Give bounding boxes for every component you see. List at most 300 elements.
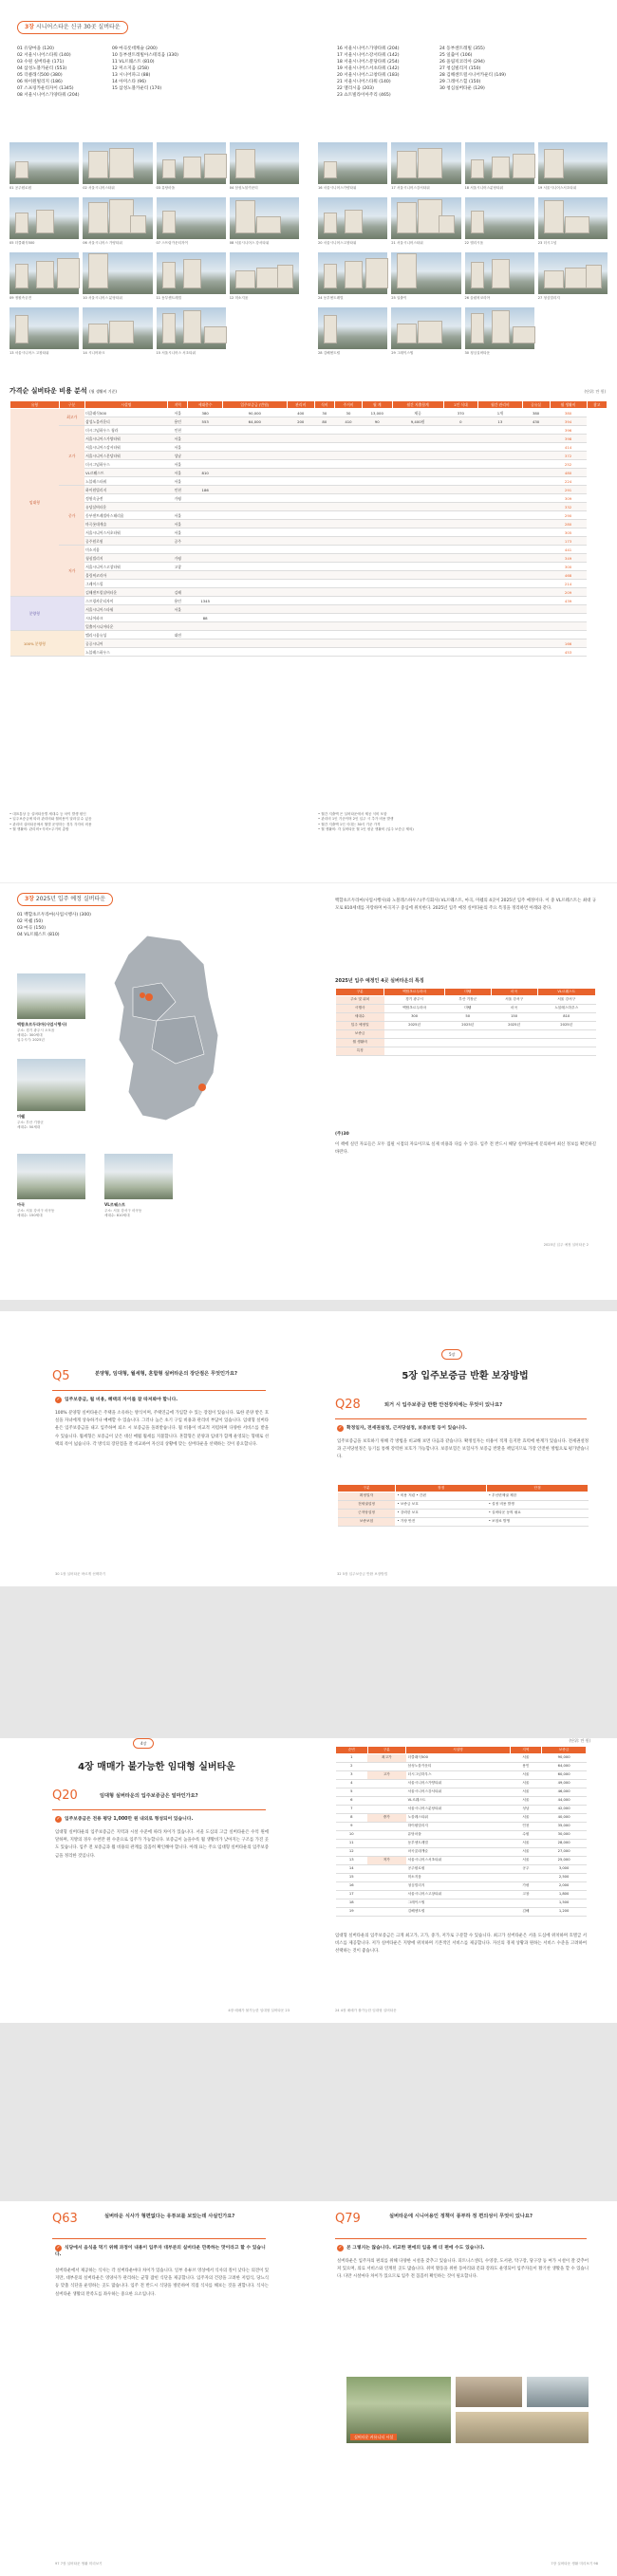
table-cell: 서울시니어스고창타워 [406,1890,511,1899]
notes-right [318,812,603,833]
table-cell: 서울 [510,1779,542,1788]
photo-grid-left [9,142,299,356]
table-cell: • 강력한 보호 [395,1509,486,1517]
table-cell-total [392,486,443,494]
table-cell-meal [443,588,477,597]
table-cell: • 보험료 발생 [487,1517,589,1526]
table-row [10,469,608,477]
table-cell-life [550,622,587,631]
photo-community-3 [527,2377,589,2407]
table-row [10,554,608,563]
building-shape [235,200,255,233]
table-cell-fee [287,511,314,520]
table-cell: 보증금 [336,1029,384,1038]
table-cell-res [335,631,363,639]
table-cell-mg [478,563,523,571]
table-cell-region: 용인 [168,417,188,426]
table-cell-share [522,622,550,631]
table-cell-units [188,426,222,435]
table-cell-name: 더시그넘하우스 [84,460,167,469]
table-row [336,1847,587,1856]
table-cell-res [335,460,363,469]
table-cell: 더클래식500 [406,1753,511,1762]
table-cell: 서울 [510,1847,542,1856]
table-cell-units: 810 [188,469,222,477]
table-cell: 근저당설정 [338,1509,396,1517]
table-cell-name: 서울시니어스고창타워 [84,563,167,571]
table-cell-name: VL르웨스트 [84,469,167,477]
facility-photo [391,307,460,356]
table-cell: 14 [336,1864,368,1873]
building-shape [492,259,510,288]
table-cell: • 가장 안전 [395,1517,486,1526]
table-cell-mg [478,435,523,443]
table-cell [444,1047,491,1055]
building-shape [365,258,388,288]
table-cell: VL르웨스트 [406,1796,511,1805]
subgroup-cell: 중가 [59,486,84,546]
table-cell-sum [362,452,392,460]
building-shape [345,261,363,288]
list-item: 18 서울시니어스분당타워 (254) [337,60,400,65]
table-cell-mg [478,469,523,477]
table-cell: 서울 [510,1856,542,1864]
table-cell-life [550,614,587,622]
list-item: • 대표통상 등 실버타운별 세대수 등 차이 발생 원인 [9,812,86,816]
table-cell: 수원 [510,1830,542,1839]
table-cell-region: 서울 [168,528,188,537]
table-cell-meal [443,605,477,614]
table-cell: • 설정 비용 발생 [487,1500,589,1509]
table-cell-name: 유당실버타운 [84,503,167,511]
table-cell [367,1796,406,1805]
table-cell-region: 김해 [168,588,188,597]
question-q79: Q79 [335,2211,587,2239]
table-cell: 서울시니어스강서타워 [406,1788,511,1796]
table-cell-meal [443,631,477,639]
footer-right: 2025년 입주 예정 실버타운 2 [543,1243,589,1248]
building-shape [397,324,417,343]
table-cell-life [550,605,587,614]
photo-upcoming-2 [17,1059,85,1111]
table-cell [367,1881,406,1890]
table-cell-deposit [222,563,287,571]
facility-photo [464,307,534,356]
table-cell-share [522,546,550,554]
facility-photo [9,142,79,191]
table-cell-region: 서울 [168,460,188,469]
photo-caption: 15 서울시니어스 서초타워 [156,351,196,356]
table-cell [367,1779,406,1788]
table-header-cell: 장점 [395,1485,486,1492]
table-cell: 노블레스하우스 [537,1004,596,1012]
table-cell-region: 서울 [168,443,188,452]
table-cell-units [188,554,222,563]
table-cell: 서울 [510,1753,542,1762]
table-cell-res [335,614,363,622]
list-item: 27 청심빌리지 (150) [439,66,481,71]
table-cell: 서울 강서구 [491,995,537,1004]
footer-left: 30 1장 실버타운 바르게 선택하기 [55,1572,106,1577]
building-shape [418,148,442,178]
table-cell: 2025년 [444,1021,491,1029]
table-cell-region [168,639,188,648]
table-cell-sum [362,443,392,452]
table-row [336,1813,587,1822]
table-cell-life: 214 [550,580,587,588]
table-cell-life: 332 [550,503,587,511]
table-header-cell: 순번 [336,1747,368,1754]
table-row [336,1864,587,1873]
photo-caption: 04 삼성노블카운티 [229,186,258,191]
table-cell-meal [443,614,477,622]
table-cell-name: 서울시니어스타워 [84,605,167,614]
facility-photo [537,142,608,191]
footer-left-5: 97 7장 실버타운 생활 미리보기 [55,2562,103,2567]
spread-1 [0,0,617,1006]
building-shape [345,210,363,233]
table-cell-meal [443,546,477,554]
building-shape [204,326,227,343]
table-cell: 8 [336,1813,368,1822]
table-cell-mg [478,452,523,460]
table-cell: 보증보험 [338,1517,396,1526]
table-cell-fee [287,435,314,443]
table-cell-life: 290 [550,511,587,520]
question-q63-text: 실버타운 식사가 형편없다는 유튜브를 보았는데 사실인가요? [104,2214,235,2219]
table-cell-total [392,622,443,631]
table-cell-food [314,494,334,503]
table-cell-mg [478,443,523,452]
building-shape [492,157,510,178]
table-cell-deposit [222,614,287,622]
table-cell: 백합초르두라마 [384,1004,445,1012]
list-item: 10 동부센트레빌아스테리움 (330) [112,53,178,58]
table-cell-meal [443,520,477,528]
table-cell: 3,000 [542,1864,587,1873]
table-cell-res [335,528,363,537]
building-shape [471,313,484,343]
table-cell-res [335,537,363,546]
footer-right-3: 32 5장 입주보증금 반환 보장방법 [337,1572,388,1577]
building-shape [36,261,54,288]
building-shape [162,211,176,233]
photo-upcoming-2-info [17,1121,44,1130]
table-cell-name: 서울시니어스서초타워 [84,528,167,537]
table-cell: 월 생활비 [336,1038,384,1047]
table-header-cell: 단점 [487,1485,589,1492]
table-cell-region: 가평 [168,494,188,503]
table-cell-mg [478,622,523,631]
table-cell: 2,000 [542,1881,587,1890]
table-cell-units [188,511,222,520]
photo-upcoming-4-info [104,1209,141,1218]
table-cell-fee: 400 [287,409,314,417]
table-cell-share [522,452,550,460]
table-cell-region [168,571,188,580]
table-cell-life: 468 [550,571,587,580]
table-cell-mg [478,426,523,435]
table-cell-name: 서울시니어스분당타워 [84,452,167,460]
list-item: 01 유당마을 (120) [17,46,54,51]
table-cell: 용인 [510,1762,542,1770]
table-cell [384,1038,445,1047]
table-cell-res [335,546,363,554]
table-cell-name: 하이원빌리지 [84,486,167,494]
photo-caption: 20 서울시니어스고창타워 [318,241,357,246]
body-q28: 입주보증금을 보호하기 위해 각 방법을 비교해 보면 다음과 같습니다. 확정일자는 비용이 적게 들지만 효력에 한계가 있습니다. 전세권설정과 근저당설정은 등기를 통해 강력한 보호가 가능합니다. 보증보험은 보험사가 보증금 반환을 책임지므로 가장 안전한 방법으로 평가받습니다. [337,1439,589,1460]
facility-photo [537,197,608,246]
table-row [10,528,608,537]
table-cell-food [314,563,334,571]
table-cell-life: 173 [550,537,587,546]
building-shape [471,262,484,288]
list-item: 28 김해센트럴시니어카운티 (149) [439,73,506,78]
table-cell-units [188,443,222,452]
subgroup-cell [59,597,84,631]
table-cell: 인천 [510,1822,542,1830]
table-cell-name: 노블레스타워 [84,477,167,486]
list-item: 15 삼성노블카운티 (170) [112,86,162,91]
table-cell-food [314,511,334,520]
table-header-row [10,401,608,409]
deposit-table [335,1746,587,1917]
table-row [336,1047,596,1055]
table-cell-meal [443,648,477,657]
table-cell-mg [478,486,523,494]
table-cell-name: 일출이시니어타운 [84,622,167,631]
table-cell: 고창 [510,1890,542,1899]
table-cell-res [335,648,363,657]
table-cell-units: 88 [188,614,222,622]
facility-photo [156,197,226,246]
body-q5: 100% 분양형 실버타운은 주택을 소유하는 방식이며, 주택연금에 가입할 수 있는 장점이 있습니다. 또한 분양 받은 호실을 자녀에게 상속하거나 매매할 수 있습니다. 그러나 높은 초기 구입 비용과 관리비 부담이 있습니다. 임대형 실버타운은 입주보증금을 내고 입주하여 퇴소 시 보증금을 돌려받습니다. 월 비용이 비교적 저렴하며 다양한 서비스를 받을 수 있습니다. 월세형은 보증금이 낮은 대신 매월 월세를 지불합니다. 혼합형은 분양과 임대가 함께 운영되는 형태로 선택의 폭이 넓습니다. 각 방식의 장단점을 잘 비교하여 자신의 상황에 맞는 실버타운을 선택하는 것이 중요합니다. [55,1411,269,1447]
table-cell: 19 [336,1907,368,1916]
table-cell-food [314,528,334,537]
list-item: 29 그레이스힐 (150) [439,80,481,84]
table-cell-total: 9,400원 [392,417,443,426]
building-shape [88,253,108,288]
table-cell: 46,000 [542,1788,587,1796]
table-cell [367,1899,406,1907]
table-cell-life: 380 [550,409,587,417]
table-cell: 김해 [510,1907,542,1916]
list-item: 주소: 경기 광주시 오포읍 [17,1029,55,1032]
guarantee-table [337,1484,589,1527]
table-cell-region: 인천 [168,486,188,494]
photo-caption: 25 일출이 [391,296,407,301]
table-cell-name: 정원속궁전 [84,494,167,503]
table-cell-sum [362,503,392,511]
table-cell-deposit [222,554,287,563]
table-row [10,511,608,520]
table-cell-meal [443,452,477,460]
table-cell-units: 553 [188,417,222,426]
table-cell-name: 공공시니어 [84,639,167,648]
building-shape [471,159,484,178]
table-cell-meal [443,580,477,588]
table-cell: 서울 [510,1788,542,1796]
table-cell: 28,000 [542,1839,587,1847]
building-shape [15,213,28,233]
table-cell-res [335,580,363,588]
table-cell-total [392,614,443,622]
table-row [10,537,608,546]
table-title: 가격순 실버타운 비용 분석 (월 생활비 기준) [9,387,117,395]
table-cell: 특징 [336,1047,384,1055]
table-cell-meal [443,554,477,563]
answer-q5: ✓ 입주보증금, 월 비용, 혜택의 차이를 잘 따져봐야 합니다. [56,1397,178,1402]
photo-caption: 실버타운 커뮤니티 시설 [350,2434,397,2441]
table-cell-units [188,622,222,631]
spread-5-left-page [0,2201,308,2576]
table-cell-name: 서울시니어스강서타워 [84,443,167,452]
table-cell-name: 마곡롯데캐슬 [84,520,167,528]
question-q5-text: 분양형, 임대형, 월세형, 혼합형 실버타운의 장단점은 무엇인가요? [95,1371,238,1377]
table-cell-share [522,426,550,435]
table-cell-share [522,588,550,597]
list-item: • 월간 지출액 은 실버타운에서 제공 식비 포함 [318,812,387,816]
spread-5 [0,2201,617,2576]
building-shape [88,202,108,233]
table-cell-meal [443,639,477,648]
table-cell: 서울시니어스분당타워 [406,1805,511,1813]
table-cell-deposit [222,571,287,580]
table-cell-name: 동부센트레빌아스테리움 [84,511,167,520]
table-cell-life: 224 [550,477,587,486]
table-row [10,435,608,443]
table-cell-meal: 0 [443,417,477,426]
table-header-cell: 관리비 [287,401,314,409]
table-cell: 60,000 [542,1770,587,1779]
list-item: 03 마곡 (150) [17,926,46,931]
table-cell-mg [478,614,523,622]
table-cell-food [314,435,334,443]
table-cell-fee [287,563,314,571]
table-cell [491,1047,537,1055]
table-row [10,588,608,597]
table-cell-fee [287,452,314,460]
table-cell-food [314,503,334,511]
table-cell-total: 제공 [392,409,443,417]
table-cell-fee [287,648,314,657]
table-cell-deposit [222,639,287,648]
list-item: • 입주보증금에 따라 관리비와 월비용이 달라질 수 있음 [9,817,92,822]
list-item: 22 엘리시움 (203) [337,86,374,91]
table-cell-total [392,528,443,537]
table-cell-deposit [222,435,287,443]
photo-caption: 27 청심빌리지 [537,296,560,301]
table-cell: 가평 [510,1881,542,1890]
table-cell-name: 그레이스힐 [84,580,167,588]
table-cell-fee [287,443,314,452]
table-cell-region: 서울 [168,520,188,528]
table-cell: 12 [336,1847,368,1856]
table-row [336,1796,587,1805]
table-cell-deposit [222,588,287,597]
building-shape [15,161,28,178]
list-item: 23 쇼트빌라이아주리 (465) [337,93,391,98]
table-cell-fee [287,588,314,597]
table-cell-sum [362,486,392,494]
spread-5-right-page [308,2201,617,2576]
table-cell-share [522,554,550,563]
table-cell-mg [478,648,523,657]
table-cell-mg [478,631,523,639]
table-cell: 서울 강서구 [537,995,596,1004]
table-cell-region: 가평 [168,554,188,563]
facility-photo [318,142,387,191]
table-cell [510,1873,542,1881]
table-cell-share [522,511,550,520]
building-shape [183,259,201,288]
unit-label-4: (단위: 만 원) [569,1738,590,1743]
table-cell-meal [443,494,477,503]
table-cell: 부산 기장군 [444,995,491,1004]
table-cell: 50 [444,1012,491,1021]
table-cell-units [188,494,222,503]
table-cell-sum [362,563,392,571]
table-cell: 하이원빌리지 [406,1822,511,1830]
table-cell-life: 305 [550,528,587,537]
table-cell-res [335,520,363,528]
table-cell-sum [362,588,392,597]
table-cell [537,1038,596,1047]
table-row [336,1012,596,1021]
table-cell-region [168,546,188,554]
table-cell-fee [287,494,314,503]
table-cell-units: 186 [188,486,222,494]
table-cell-fee [287,580,314,588]
table-cell-deposit [222,520,287,528]
table-cell-food [314,648,334,657]
table-cell-region: 서울 [168,435,188,443]
facility-photo [229,252,299,301]
table-cell-res [335,486,363,494]
table-cell-total [392,563,443,571]
table-cell-units [188,580,222,588]
table-cell [491,1029,537,1038]
intro-text: 백합초르두라마(사업시행사)와 노블레스하우스(주식회사) VL르웨스트, 마곡, 미쉘의 4곳이 2025년 입주 예정이다. 이 중 VL르웨스트는 최대 규모로 810세대를 자랑하며 마곡지구 중심에 위치한다. 2025년 입주 예정 실버타운의 주요 특징을 정리하면 아래와 같다. [335,899,596,912]
table-header-cell: 월간 관리비 [478,401,523,409]
spread-4-right-page [308,1738,617,2023]
table-cell-share [522,435,550,443]
table-cell-deposit [222,460,287,469]
table-cell: 세대수 [336,1012,384,1021]
table-cell-units [188,631,222,639]
table-cell: 공주 [510,1864,542,1873]
cost-table [9,400,608,657]
table-cell-region [168,614,188,622]
chapter-ribbon-2: 3장 2025년 입주 예정 실버타운 [17,893,113,906]
table-header-cell: 주거비 [335,401,363,409]
table-row [10,409,608,417]
facility-photo [464,197,534,246]
table-row [336,1762,587,1770]
list-item: 세대수: 300세대 [17,1033,43,1037]
table-cell: • 비용 저렴 • 간편 [395,1492,486,1500]
table-cell-deposit [222,528,287,537]
table-cell-food [314,537,334,546]
building-shape [256,216,281,233]
facility-photo [391,252,460,301]
table-cell: 미소지움 [406,1873,511,1881]
table-cell-sum [362,528,392,537]
table-cell-res [335,477,363,486]
body-q79: 실버타운은 입주자의 편의를 위해 다양한 시설을 갖추고 있습니다. 피트니스센터, 수영장, 도서관, 탁구장, 당구장 등 여가 시설이 잘 갖추어져 있으며, 의료 서비스와 연계된 곳도 많습니다. 취미 활동을 위한 동아리와 문화 강좌도 운영되어 입주자들이 활기찬 생활을 할 수 있습니다. 다만 시설마다 차이가 있으므로 입주 전 꼼꼼히 확인하는 것이 필요합니다. [337,2259,589,2280]
table-cell-food [314,597,334,605]
table-cell-sum: 13,000 [362,409,392,417]
